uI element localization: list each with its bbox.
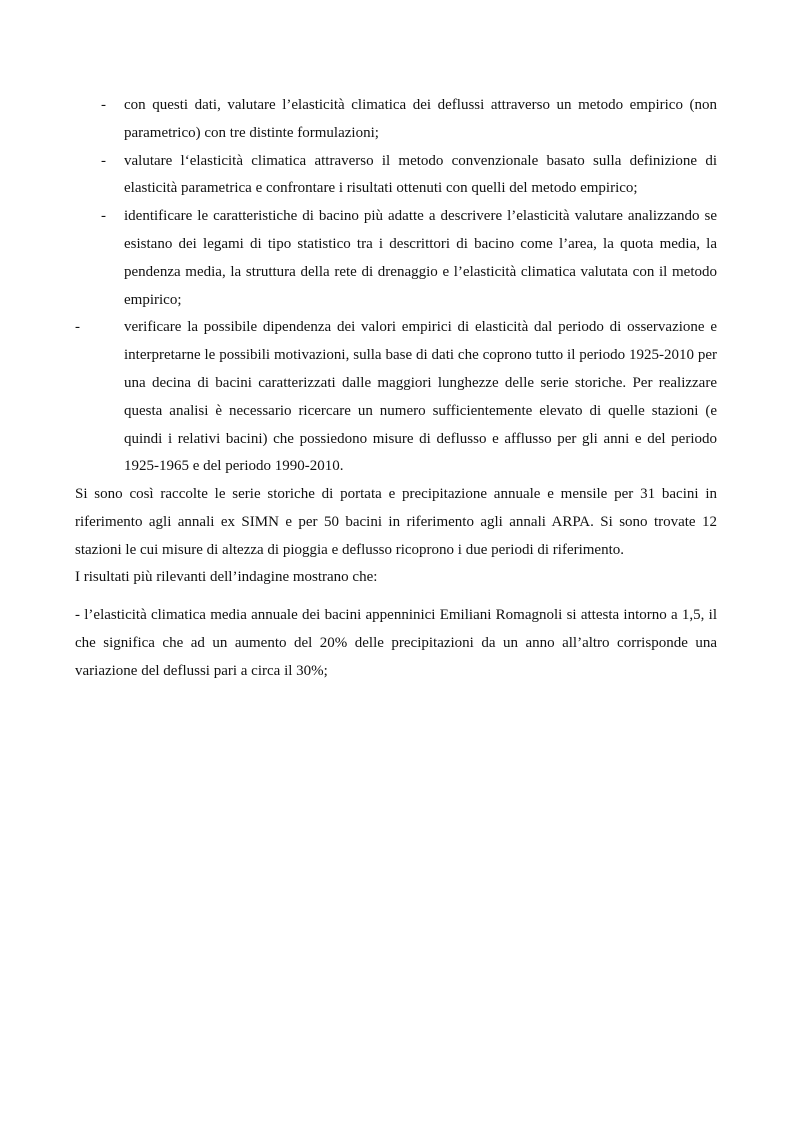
list-item-text: valutare l‘elasticità climatica attraverso il metodo convenzionale basato sulla definizione di elasticità parametrica e confrontare i risultati ottenuti con quelli del metodo empirico; <box>124 152 717 197</box>
results-intro: I risultati più rilevanti dell’indagine mostrano che: <box>75 569 378 585</box>
list-item-text: identificare le caratteristiche di bacino più adatte a descrivere l’elasticità valutare analizzando se esistano dei legami di tipo statistico tra i descrittori di bacino come l’area, la quota media, la pendenza media, la struttura della rete di drenaggio e l’elasticità climatica valutata con il metodo empirico; <box>124 208 717 308</box>
data-collection-paragraph: Si sono così raccolte le serie storiche di portata e precipitazione annuale e mensile per 31 bacini in riferimento agli annali ex SIMN e per 50 bacini in riferimento agli annali ARPA. Si sono trovate 12 stazioni le cui misure di altezza di pioggia e deflusso ricoprono i due periodi di riferimento. <box>75 486 717 558</box>
list-item-text: con questi dati, valutare l’elasticità climatica dei deflussi attraverso un metodo empirico (non parametrico) con tre distinte formulazioni; <box>124 97 717 141</box>
list-item <box>0 92 717 148</box>
result-paragraph: - l’elasticità climatica media annuale dei bacini appenninici Emiliani Romagnoli si attesta intorno a 1,5, il che significa che ad un aumento del 20% delle precipitazioni da un anno all’altro corrisponde una variazione del deflussi pari a circa il 30%; <box>75 607 717 679</box>
list-item <box>0 314 717 481</box>
list-item-text: verificare la possibile dipendenza dei valori empirici di elasticità dal periodo di osservazione e interpretarne le possibili motivazioni, sulla base di dati che coprono tutto il periodo 1925-2010 per una decina di bacini caratterizzati dalle maggiori lunghezze delle serie storiche. Per realizzare questa analisi è necessario ricercare un numero sufficientemente elevato di quelle stazioni (e quindi i relativi bacini) che possiedono misure di deflusso e afflusso per gli anni e del periodo 1925-1965 e del periodo 1990-2010. <box>124 319 717 475</box>
list-marker: - <box>101 208 106 225</box>
list-marker: - <box>101 152 106 169</box>
list-item <box>0 148 717 204</box>
objectives-list <box>0 92 794 481</box>
list-marker: - <box>75 319 80 336</box>
list-marker: - <box>101 97 106 113</box>
list-item <box>0 203 717 314</box>
